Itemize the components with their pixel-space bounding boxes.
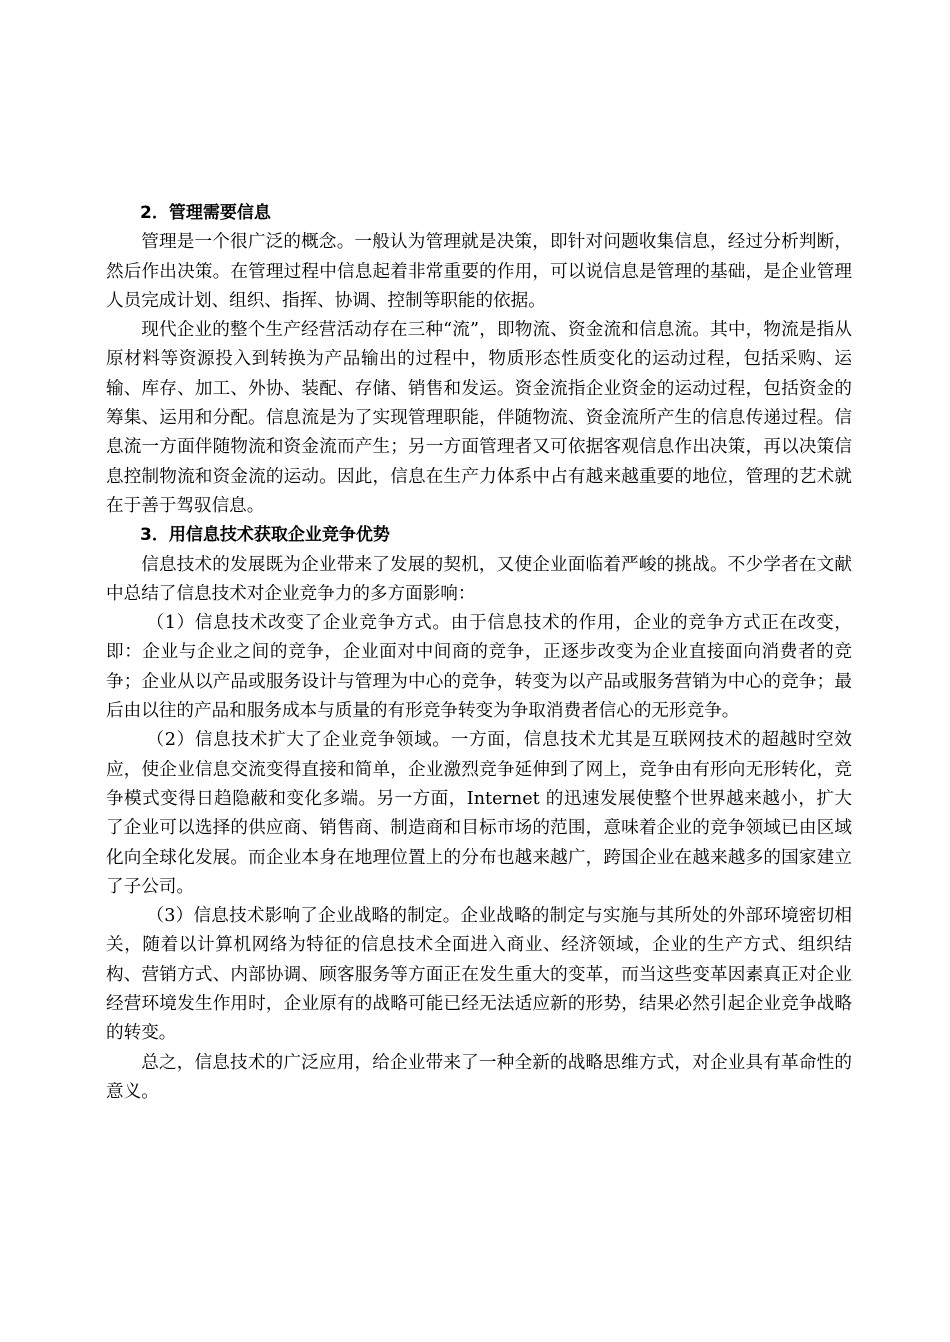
paragraph-it-intro: 信息技术的发展既为企业带来了发展的契机，又使企业面临着严峻的挑战。不少学者在文献中总结了信息技术对企业竞争力的多方面影响： bbox=[106, 554, 852, 604]
document-page bbox=[106, 199, 852, 1107]
list-item-strategy-making: （3）信息技术影响了企业战略的制定。企业战略的制定与实施与其所处的外部环境密切相关，随着以计算机网络为特征的信息技术全面进入商业、经济领域，企业的生产方式、组织结构、营销方式、内部协调、顾客服务等方面正在发生重大的变革，而当这些变革因素真正对企业经营环境发生作用时，企业原有的战略可能已经无法适应新的形势，结果必然引起企业竞争战略的转变。 bbox=[106, 906, 852, 1044]
paragraph-conclusion: 总之，信息技术的广泛应用，给企业带来了一种全新的战略思维方式，对企业具有革命性的意义。 bbox=[106, 1052, 852, 1102]
paragraph-three-flows: 现代企业的整个生产经营活动存在三种“流”，即物流、资金流和信息流。其中，物流是指从原材料等资源投入到转换为产品输出的过程中，物质形态性质变化的运动过程，包括采购、运输、库存、加工、外协、装配、存储、销售和发运。资金流指企业资金的运动过程，包括资金的筹集、运用和分配。信息流是为了实现管理职能，伴随物流、资金流所产生的信息传递过程。信息流一方面伴随物流和资金流而产生；另一方面管理者又可依据客观信息作出决策，再以决策信息控制物流和资金流的运动。因此，信息在生产力体系中占有越来越重要的地位，管理的艺术就在于善于驾驭信息。 bbox=[106, 320, 852, 516]
paragraph-management-definition: 管理是一个很广泛的概念。一般认为管理就是决策，即针对问题收集信息，经过分析判断，然后作出决策。在管理过程中信息起着非常重要的作用，可以说信息是管理的基础，是企业管理人员完成计划、组织、指挥、协调、控制等职能的依据。 bbox=[106, 232, 852, 311]
section-heading-competitive-advantage: 3．用信息技术获取企业竞争优势 bbox=[140, 525, 390, 546]
section-heading-management-needs-information: 2．管理需要信息 bbox=[140, 203, 271, 223]
list-item-competition-field: （2）信息技术扩大了企业竞争领域。一方面，信息技术尤其是互联网技术的超越时空效应，使企业信息交流变得直接和简单，企业激烈竞争延伸到了网上，竞争由有形向无形转化，竞争模式变得日趋隐蔽和变化多端。另一方面，Internet 的迅速发展使整个世界越来越小，扩大了企业可以选择的供应商、销售商、制造商和目标市场的范围，意味着企业的竞争领域已由区域化向全球化发展。而企业本身在地理位置上的分布也越来越广，跨国企业在越来越多的国家建立了子公司。 bbox=[106, 730, 852, 897]
list-item-competition-method: （1）信息技术改变了企业竞争方式。由于信息技术的作用，企业的竞争方式正在改变，即：企业与企业之间的竞争，企业面对中间商的竞争，正逐步改变为企业直接面向消费者的竞争；企业从以产品或服务设计与管理为中心的竞争，转变为以产品或服务营销为中心的竞争；最后由以往的产品和服务成本与质量的有形竞争转变为争取消费者信心的无形竞争。 bbox=[106, 613, 852, 722]
